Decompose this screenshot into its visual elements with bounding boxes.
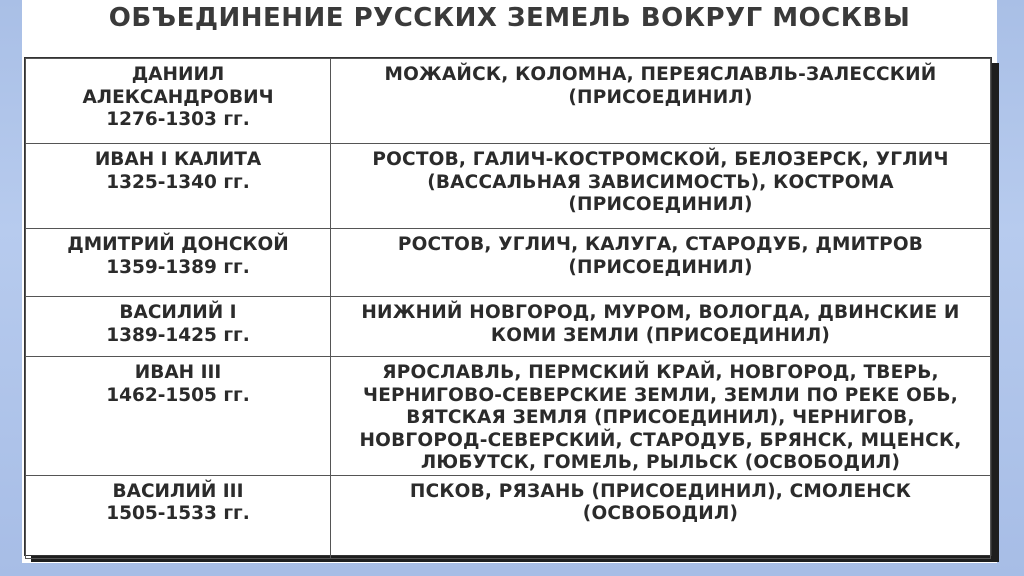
rulers-table — [24, 57, 992, 556]
table-row — [26, 297, 991, 357]
lands-cell: ПСКОВ, РЯЗАНЬ (ПРИСОЕДИНИЛ), СМОЛЕНСК (ОСВОБОДИЛ) — [331, 475, 991, 558]
lands-cell: ЯРОСЛАВЛЬ, ПЕРМСКИЙ КРАЙ, НОВГОРОД, ТВЕРЬ, ЧЕРНИГОВО-СЕВЕРСКИЕ ЗЕМЛИ, ЗЕМЛИ ПО РЕКЕ ОБЬ, ВЯТСКАЯ ЗЕМЛЯ (ПРИСОЕДИНИЛ), ЧЕРНИГОВ, НОВГОРОД-СЕВЕРСКИЙ, СТАРОДУБ, БРЯНСК, МЦЕНСК, ЛЮБУТСК, ГОМЕЛЬ, РЫЛЬСК (ОСВОБОДИЛ) — [331, 357, 991, 476]
slide — [22, 0, 997, 563]
ruler-cell: ИВАН I КАЛИТА 1325-1340 гг. — [26, 144, 331, 229]
lands-cell: РОСТОВ, УГЛИЧ, КАЛУГА, СТАРОДУБ, ДМИТРОВ (ПРИСОЕДИНИЛ) — [331, 229, 991, 297]
table-row — [26, 357, 991, 476]
ruler-cell: ВАСИЛИЙ I 1389-1425 гг. — [26, 297, 331, 357]
table-row — [26, 229, 991, 297]
table-row — [26, 475, 991, 558]
table — [25, 58, 991, 559]
lands-cell: РОСТОВ, ГАЛИЧ-КОСТРОМСКОЙ, БЕЛОЗЕРСК, УГЛИЧ (ВАССАЛЬНАЯ ЗАВИСИМОСТЬ), КОСТРОМА (ПРИСОЕДИНИЛ) — [331, 144, 991, 229]
lands-cell: НИЖНИЙ НОВГОРОД, МУРОМ, ВОЛОГДА, ДВИНСКИЕ И КОМИ ЗЕМЛИ (ПРИСОЕДИНИЛ) — [331, 297, 991, 357]
ruler-cell: ВАСИЛИЙ III 1505-1533 гг. — [26, 475, 331, 558]
ruler-cell: ИВАН III 1462-1505 гг. — [26, 357, 331, 476]
ruler-cell: ДАНИИЛ АЛЕКСАНДРОВИЧ 1276-1303 гг. — [26, 59, 331, 144]
table-row — [26, 59, 991, 144]
table-row — [26, 144, 991, 229]
slide-title: ОБЪЕДИНЕНИЕ РУССКИХ ЗЕМЕЛЬ ВОКРУГ МОСКВЫ — [108, 3, 911, 33]
lands-cell: МОЖАЙСК, КОЛОМНА, ПЕРЕЯСЛАВЛЬ-ЗАЛЕССКИЙ (ПРИСОЕДИНИЛ) — [331, 59, 991, 144]
ruler-cell: ДМИТРИЙ ДОНСКОЙ 1359-1389 гг. — [26, 229, 331, 297]
